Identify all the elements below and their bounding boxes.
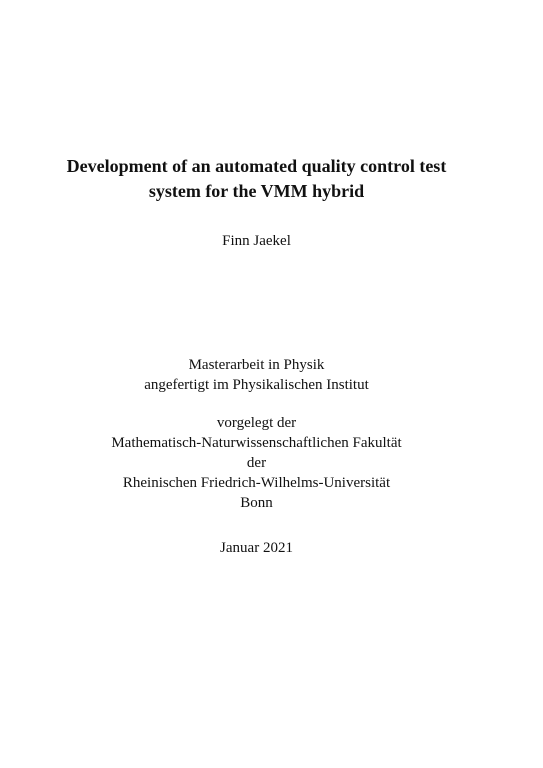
author-name: Finn Jaekel [222,233,291,249]
thesis-line-2: angefertigt im Physikalischen Institut [144,377,369,393]
thesis-title [0,154,513,204]
title-line-1: Development of an automated quality control test [66,156,447,176]
submission-date: Januar 2021 [220,540,293,556]
title-line-2: system for the VMM hybrid [148,181,365,201]
submitted-line-3: der [246,455,267,471]
submitted-line-5: Bonn [240,495,273,511]
submitted-line-1: vorgelegt der [216,415,297,431]
submission-info [0,413,513,513]
submitted-line-2: Mathematisch-Naturwissenschaftlichen Fakultät [111,435,402,451]
submitted-line-4: Rheinischen Friedrich-Wilhelms-Universität [122,475,391,491]
thesis-type [0,355,513,395]
thesis-line-1: Masterarbeit in Physik [188,357,325,373]
